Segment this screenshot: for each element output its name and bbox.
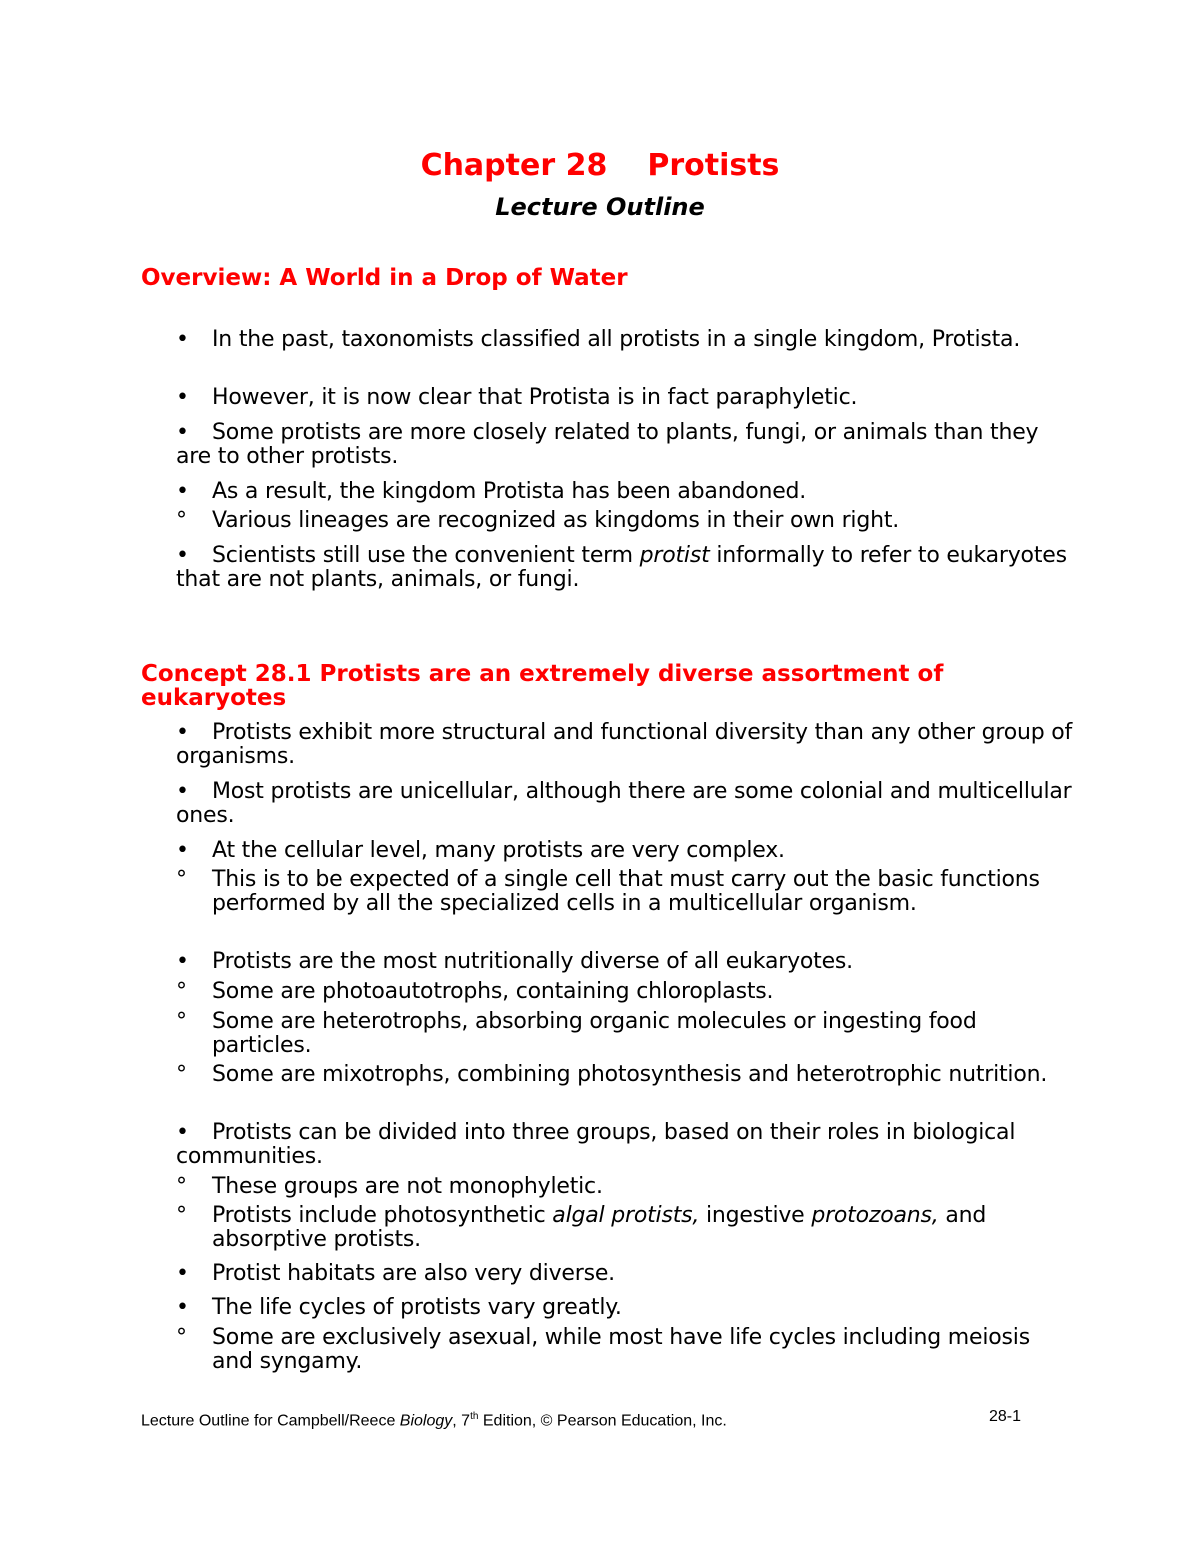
list-item: • In the past, taxonomists classified all protists in a single kingdom, Protista.	[176, 327, 1021, 352]
sub-list-item: ° Some are photoautotrophs, containing chloroplasts.	[176, 979, 774, 1004]
bullet-mark: •	[176, 420, 189, 445]
sub-bullet-mark: °	[176, 1325, 187, 1350]
bullet-mark: •	[176, 949, 189, 974]
list-item: • At the cellular level, many protists are very complex.	[176, 838, 785, 863]
chapter-number: Chapter 28	[420, 148, 608, 183]
bullet-mark: •	[176, 543, 189, 568]
list-item: • Some protists are more closely related to plants, fungi, or animals than they are to other protists.	[176, 420, 1039, 469]
chapter-title	[0, 148, 1200, 184]
sub-bullet-mark: °	[176, 1009, 187, 1034]
bullet-mark: •	[176, 327, 189, 352]
bullet-mark: •	[176, 720, 189, 745]
list-item: • However, it is now clear that Protista is in fact paraphyletic.	[176, 385, 858, 410]
sub-bullet-mark: °	[176, 979, 187, 1004]
overview-heading: Overview: A World in a Drop of Water	[141, 265, 628, 291]
sub-list-item: ° Some are exclusively asexual, while most have life cycles including meiosis and syngamy.	[176, 1325, 1030, 1374]
list-item: • Protists can be divided into three groups, based on their roles in biological communities.	[176, 1120, 1016, 1169]
bullet-mark: •	[176, 838, 189, 863]
list-item: • Protist habitats are also very diverse.	[176, 1261, 615, 1286]
sub-bullet-mark: °	[176, 1203, 187, 1228]
concept-heading: Concept 28.1 Protists are an extremely diverse assortment of eukaryotes	[141, 661, 944, 711]
chapter-name: Protists	[647, 148, 780, 183]
list-item: • Scientists still use the convenient term protist informally to refer to eukaryotes that are not plants, animals, or fungi.	[176, 543, 1067, 592]
list-item: • Most protists are unicellular, although there are some colonial and multicellular ones.	[176, 779, 1072, 828]
bullet-mark: •	[176, 385, 189, 410]
sub-bullet-mark: °	[176, 1174, 187, 1199]
sub-list-item: ° Some are heterotrophs, absorbing organic molecules or ingesting food particles.	[176, 1009, 977, 1058]
page-footer: Lecture Outline for Campbell/Reece Biology, 7th Edition, © Pearson Education, Inc. 28-1	[141, 1408, 1021, 1430]
bullet-mark: •	[176, 1295, 189, 1320]
sub-list-item: ° Protists include photosynthetic algal protists, ingestive protozoans, and absorptive protists.	[176, 1203, 987, 1252]
page-number: 28-1	[988, 1408, 1021, 1425]
list-item: • Protists exhibit more structural and functional diversity than any other group of organisms.	[176, 720, 1073, 769]
sub-list-item: ° Various lineages are recognized as kingdoms in their own right.	[176, 508, 900, 533]
list-item: • Protists are the most nutritionally diverse of all eukaryotes.	[176, 949, 853, 974]
sub-list-item: ° These groups are not monophyletic.	[176, 1174, 603, 1199]
list-item: • The life cycles of protists vary greatly.	[176, 1295, 622, 1320]
bullet-mark: •	[176, 479, 189, 504]
sub-bullet-mark: °	[176, 867, 187, 892]
sub-list-item: ° Some are mixotrophs, combining photosynthesis and heterotrophic nutrition.	[176, 1062, 1048, 1087]
book-title: Biology	[399, 1412, 453, 1430]
sub-bullet-mark: °	[176, 1062, 187, 1087]
bullet-mark: •	[176, 1120, 189, 1145]
sub-list-item: ° This is to be expected of a single cell that must carry out the basic functions performed by all the specialized cells in a multicellular organism.	[176, 867, 1040, 916]
lecture-subtitle: Lecture Outline	[495, 193, 705, 221]
bullet-mark: •	[176, 1261, 189, 1286]
bullet-mark: •	[176, 779, 189, 804]
sub-bullet-mark: °	[176, 508, 187, 533]
list-item: • As a result, the kingdom Protista has been abandoned.	[176, 479, 807, 504]
